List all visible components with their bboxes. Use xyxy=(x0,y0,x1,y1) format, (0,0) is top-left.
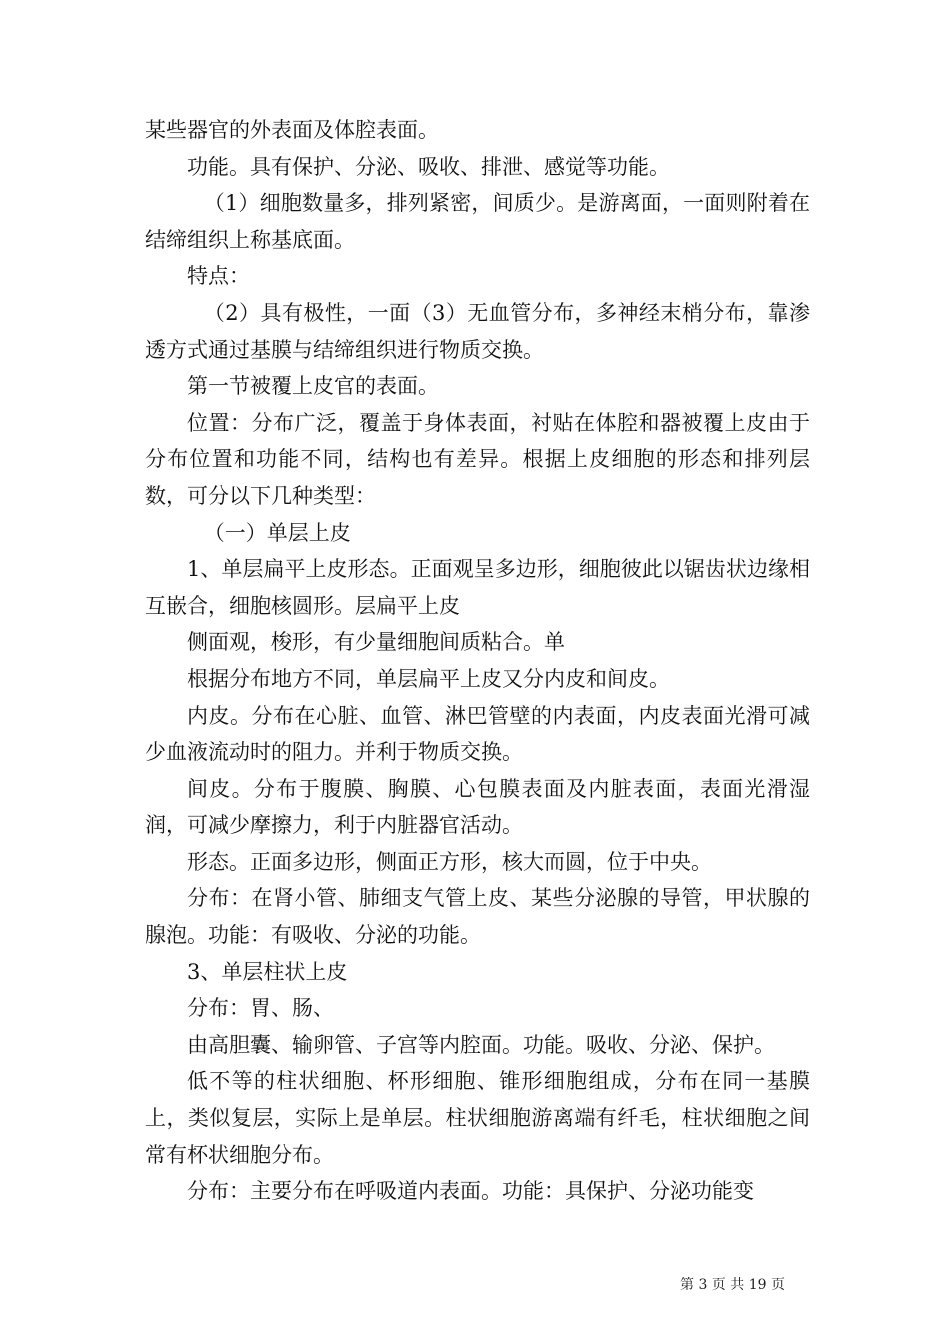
paragraph: 分布：主要分布在呼吸道内表面。功能：具保护、分泌功能变 xyxy=(187,1179,754,1204)
paragraph: 分布：在肾小管、肺细支气管上皮、某些分泌腺的导管，甲状腺的腺泡。功能：有吸收、分泌的功能。 xyxy=(145,886,810,948)
paragraph: 内皮。分布在心脏、血管、淋巴管壁的内表面，内皮表面光滑可减少血液流动时的阻力。并利于物质交换。 xyxy=(145,703,810,765)
section-heading: 3、单层柱状上皮 xyxy=(187,959,348,984)
section-heading: （一）单层上皮 xyxy=(203,520,351,545)
paragraph: 第一节被覆上皮官的表面。 xyxy=(187,374,439,399)
page-number-footer: 第 3 页 共 19 页 xyxy=(680,1277,785,1293)
paragraph: 低不等的柱状细胞、杯形细胞、锥形细胞组成，分布在同一基膜上，类似复层，实际上是单层。柱状细胞游离端有纤毛，柱状细胞之间常有杯状细胞分布。 xyxy=(145,1069,810,1167)
paragraph: 形态。正面多边形，侧面正方形，核大而圆，位于中央。 xyxy=(187,849,712,874)
paragraph: 某些器官的外表面及体腔表面。 xyxy=(145,118,439,142)
paragraph: （1）细胞数量多，排列紧密，间质少。是游离面，一面则附着在结缔组织上称基底面。 xyxy=(145,191,810,252)
paragraph: 1、单层扁平上皮形态。正面观呈多边形，细胞彼此以锯齿状边缘相互嵌合，细胞核圆形。层扁平上皮 xyxy=(145,557,810,618)
paragraph: 侧面观，梭形，有少量细胞间质粘合。单 xyxy=(187,630,565,655)
paragraph: 特点： xyxy=(187,264,250,289)
paragraph: 间皮。分布于腹膜、胸膜、心包膜表面及内脏表面，表面光滑湿润，可减少摩擦力，利于内脏器官活动。 xyxy=(145,776,810,838)
paragraph: 位置：分布广泛，覆盖于身体表面，衬贴在体腔和器被覆上皮由于分布位置和功能不同，结构也有差异。根据上皮细胞的形态和排列层数，可分以下几种类型： xyxy=(145,410,810,508)
paragraph: 由高胆囊、输卵管、子宫等内腔面。功能。吸收、分泌、保护。 xyxy=(187,1032,775,1057)
paragraph: 功能。具有保护、分泌、吸收、排泄、感觉等功能。 xyxy=(187,154,670,179)
paragraph: 根据分布地方不同，单层扁平上皮又分内皮和间皮。 xyxy=(187,666,670,691)
page-body xyxy=(145,112,810,1210)
paragraph: 分布：胃、肠、 xyxy=(187,996,334,1021)
paragraph: （2）具有极性，一面（3）无血管分布，多神经末梢分布，靠渗透方式通过基膜与结缔组织进行物质交换。 xyxy=(145,300,810,362)
